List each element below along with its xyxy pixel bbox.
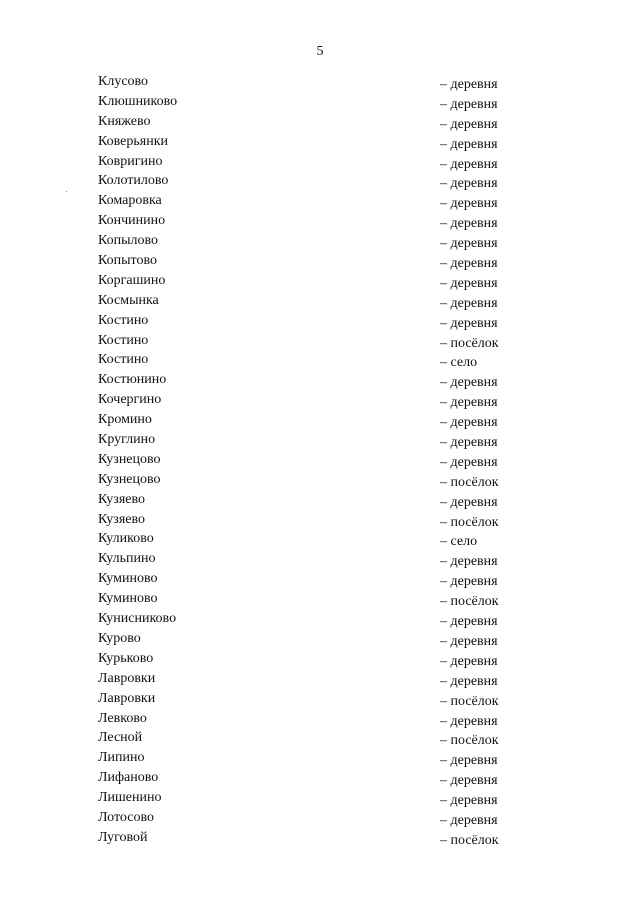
settlement-type: – посёлок <box>440 733 499 749</box>
settlement-name: Луговой <box>98 829 148 845</box>
list-item <box>0 549 640 569</box>
list-item <box>0 510 640 530</box>
settlement-type: – деревня <box>440 793 498 809</box>
settlement-type: – деревня <box>440 236 498 252</box>
settlement-type: – деревня <box>440 812 498 828</box>
settlement-type: – деревня <box>440 176 498 192</box>
settlement-name: Коргашино <box>98 272 166 288</box>
list-item <box>0 828 640 848</box>
settlement-type: – посёлок <box>440 335 499 351</box>
settlement-name: Костино <box>98 312 149 328</box>
settlement-type: – деревня <box>440 275 498 291</box>
list-item <box>0 689 640 709</box>
settlement-type: – посёлок <box>440 594 499 610</box>
settlement-type: – деревня <box>440 216 498 232</box>
settlement-type: – посёлок <box>440 514 499 530</box>
settlement-name: Левково <box>98 710 147 726</box>
list-item <box>0 291 640 311</box>
settlement-type: – посёлок <box>440 474 499 490</box>
list-item <box>0 350 640 370</box>
settlement-type: – деревня <box>440 554 498 570</box>
settlement-type: – деревня <box>440 96 498 112</box>
settlement-name: Лотосово <box>98 809 154 825</box>
settlement-name: Копытово <box>98 253 157 269</box>
settlement-name: Кузнецово <box>98 451 161 467</box>
page-number: 5 <box>316 44 324 59</box>
settlement-name: Клусово <box>98 74 149 89</box>
settlement-type: – деревня <box>440 156 498 172</box>
list-item <box>0 490 640 510</box>
settlement-type: – деревня <box>440 116 498 132</box>
settlement-name: Космынка <box>98 292 159 308</box>
list-item <box>0 470 640 490</box>
settlement-name: Куликово <box>98 531 154 547</box>
settlement-name: Куминово <box>98 571 158 587</box>
list-item <box>0 410 640 430</box>
list-item <box>0 390 640 410</box>
settlement-type: – деревня <box>440 633 498 649</box>
settlement-type: – деревня <box>440 614 498 630</box>
list-item <box>0 669 640 689</box>
settlement-type: – село <box>440 355 478 371</box>
settlement-name: Куминово <box>98 591 158 607</box>
settlement-name: Кузяево <box>98 511 145 527</box>
list-item <box>0 649 640 669</box>
list-item <box>0 112 640 132</box>
settlement-name: Кочергино <box>98 392 162 408</box>
settlement-name: Кунисниково <box>98 611 177 627</box>
settlement-type: – деревня <box>440 375 498 391</box>
settlement-name: Лесной <box>98 730 143 746</box>
list-item <box>0 152 640 172</box>
settlement-type: – деревня <box>440 435 498 451</box>
settlement-type: – деревня <box>440 256 498 272</box>
list-item <box>0 808 640 828</box>
settlement-type: – деревня <box>440 77 498 92</box>
settlement-name: Лишенино <box>98 790 162 806</box>
settlement-name: Костино <box>98 332 149 348</box>
settlement-name: Лавровки <box>98 670 156 686</box>
list-item <box>0 251 640 271</box>
settlement-name: Коверьянки <box>98 133 168 149</box>
settlement-name: Липино <box>98 750 145 766</box>
list-item <box>0 748 640 768</box>
list-item <box>0 311 640 331</box>
settlement-name: Комаровка <box>98 193 162 209</box>
settlement-type: – деревня <box>440 673 498 689</box>
list-item <box>0 331 640 351</box>
list-item <box>0 92 640 112</box>
settlement-name: Костино <box>98 352 149 368</box>
settlement-name: Кузнецово <box>98 471 161 487</box>
settlement-name: Кульпино <box>98 551 156 567</box>
settlement-type: – деревня <box>440 494 498 510</box>
list-item <box>0 569 640 589</box>
settlement-name: Кончинино <box>98 213 166 229</box>
settlement-type: – село <box>440 534 478 550</box>
list-item <box>0 271 640 291</box>
list-item <box>0 450 640 470</box>
list-item <box>0 788 640 808</box>
settlement-name: Лавровки <box>98 690 156 706</box>
list-item <box>0 72 640 92</box>
settlement-type: – посёлок <box>440 832 499 848</box>
settlement-name: Лифаново <box>98 770 159 786</box>
list-item <box>0 191 640 211</box>
settlement-type: – деревня <box>440 415 498 431</box>
settlement-name: Кузяево <box>98 491 145 507</box>
list-item <box>0 709 640 729</box>
list-item <box>0 529 640 549</box>
list-item <box>0 768 640 788</box>
settlement-list <box>0 72 640 848</box>
settlement-type: – деревня <box>440 295 498 311</box>
settlement-type: – посёлок <box>440 693 499 709</box>
list-item <box>0 370 640 390</box>
list-item <box>0 231 640 251</box>
settlement-type: – деревня <box>440 753 498 769</box>
settlement-type: – деревня <box>440 315 498 331</box>
settlement-name: Княжево <box>98 113 151 129</box>
settlement-name: Круглино <box>98 432 156 448</box>
settlement-name: Клюшниково <box>98 93 178 109</box>
settlement-type: – деревня <box>440 773 498 789</box>
settlement-type: – деревня <box>440 395 498 411</box>
settlement-type: – деревня <box>440 653 498 669</box>
list-item <box>0 430 640 450</box>
settlement-name: Курьково <box>98 650 154 666</box>
settlement-type: – деревня <box>440 454 498 470</box>
settlement-name: Курово <box>98 630 141 646</box>
settlement-name: Колотилово <box>98 173 169 189</box>
list-item <box>0 171 640 191</box>
settlement-name: Кромино <box>98 412 152 428</box>
list-item <box>0 211 640 231</box>
settlement-type: – деревня <box>440 136 498 152</box>
settlement-type: – деревня <box>440 196 498 212</box>
settlement-type: – деревня <box>440 713 498 729</box>
settlement-name: Копылово <box>98 233 159 249</box>
list-item <box>0 609 640 629</box>
list-item <box>0 728 640 748</box>
settlement-name: Костюнино <box>98 372 167 388</box>
list-item <box>0 629 640 649</box>
settlement-name: Ковригино <box>98 153 163 169</box>
settlement-type: – деревня <box>440 574 498 590</box>
list-item <box>0 589 640 609</box>
list-item <box>0 132 640 152</box>
